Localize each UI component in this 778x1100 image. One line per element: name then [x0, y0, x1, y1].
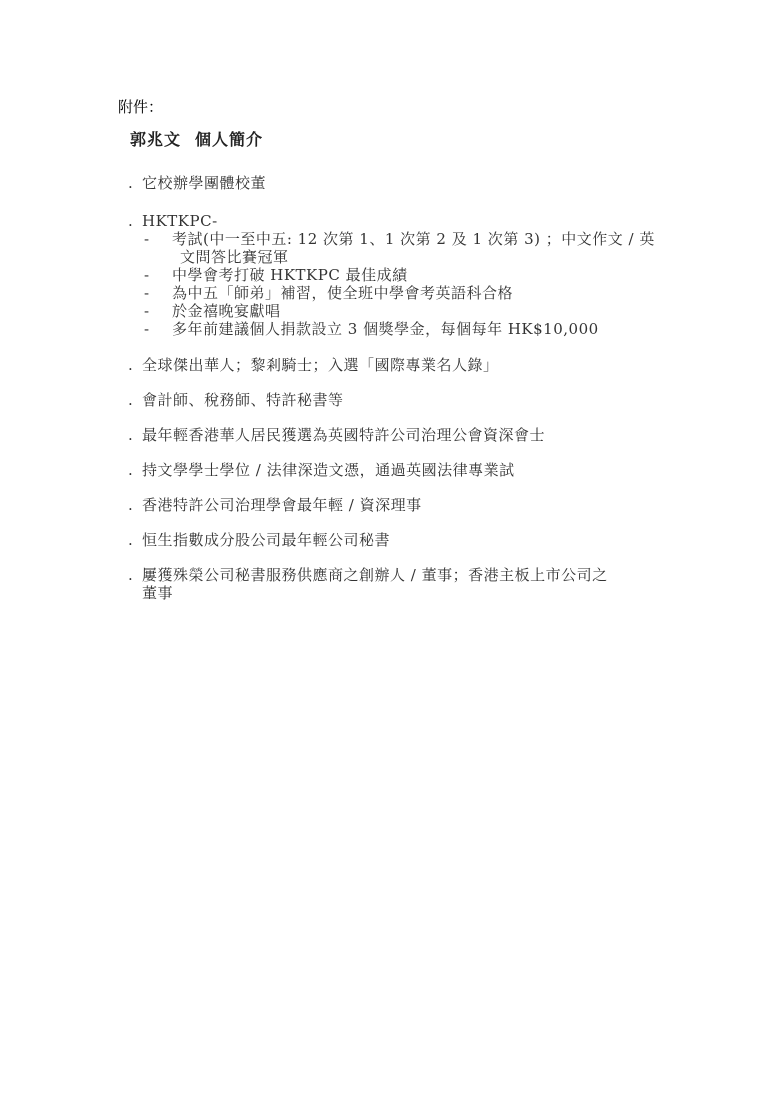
bullet: . — [128, 356, 134, 374]
sub-list — [142, 230, 668, 338]
bullet: . — [128, 426, 134, 444]
bullet: . — [128, 174, 134, 192]
page-title — [130, 127, 263, 150]
dash: - — [144, 284, 150, 302]
bullet: . — [128, 461, 134, 479]
sub-item-text: 中學會考打破 HKTKPC 最佳成績 — [172, 266, 408, 284]
list-item — [128, 566, 668, 602]
item-continuation: 董事 — [142, 584, 174, 602]
sub-item-text: 為中五「師弟」補習，使全班中學會考英語科合格 — [172, 284, 514, 302]
dash: - — [144, 320, 150, 338]
list-item — [128, 174, 668, 192]
list-item — [128, 426, 668, 444]
item-text: 它校辦學團體校董 — [142, 174, 267, 192]
dash: - — [144, 266, 150, 284]
item-text: 香港特許公司治理學會最年輕 / 資深理事 — [142, 496, 422, 514]
sub-list-item — [144, 284, 668, 302]
item-text: HKTKPC- — [142, 212, 218, 230]
item-text: 持文學學士學位 / 法律深造文憑，通過英國法律專業試 — [142, 461, 515, 479]
bullet: . — [128, 212, 134, 230]
bullet: . — [128, 566, 134, 584]
dash: - — [144, 230, 150, 248]
list-item — [128, 212, 668, 338]
list-item — [128, 531, 668, 549]
sub-list-item — [144, 302, 668, 320]
title-name: 郭兆文 — [130, 130, 182, 149]
sub-item-text: 於金禧晚宴獻唱 — [172, 302, 281, 320]
sub-item-text: 考試(中一至中五: 12 次第 1、1 次第 2 及 1 次第 3) ；中文作文 / 英 — [172, 230, 655, 248]
sub-list-item — [144, 266, 668, 284]
bullet: . — [128, 496, 134, 514]
title-profile: 個人簡介 — [195, 130, 264, 149]
item-text: 最年輕香港華人居民獲選為英國特許公司治理公會資深會士 — [142, 426, 546, 444]
sub-list-item — [144, 320, 668, 338]
item-text: 會計師、稅務師、特許秘書等 — [142, 391, 344, 409]
attachment-label: 附件： — [118, 98, 164, 116]
list-item — [128, 461, 668, 479]
list-item — [128, 356, 668, 374]
sub-list-item — [144, 230, 668, 266]
bullet: . — [128, 391, 134, 409]
sub-item-text: 多年前建議個人捐款設立 3 個獎學金，每個每年 HK$10,000 — [172, 320, 599, 338]
list-item — [128, 496, 668, 514]
sub-item-continuation: 文問答比賽冠軍 — [180, 248, 289, 266]
bullet: . — [128, 531, 134, 549]
profile-list — [128, 174, 668, 602]
list-item — [128, 391, 668, 409]
item-text: 屢獲殊榮公司秘書服務供應商之創辦人 / 董事；香港主板上市公司之 — [142, 566, 608, 584]
item-text: 全球傑出華人；黎剎騎士；入選「國際專業名人錄」 — [142, 356, 499, 374]
item-text: 恒生指數成分股公司最年輕公司秘書 — [142, 531, 391, 549]
dash: - — [144, 302, 150, 320]
